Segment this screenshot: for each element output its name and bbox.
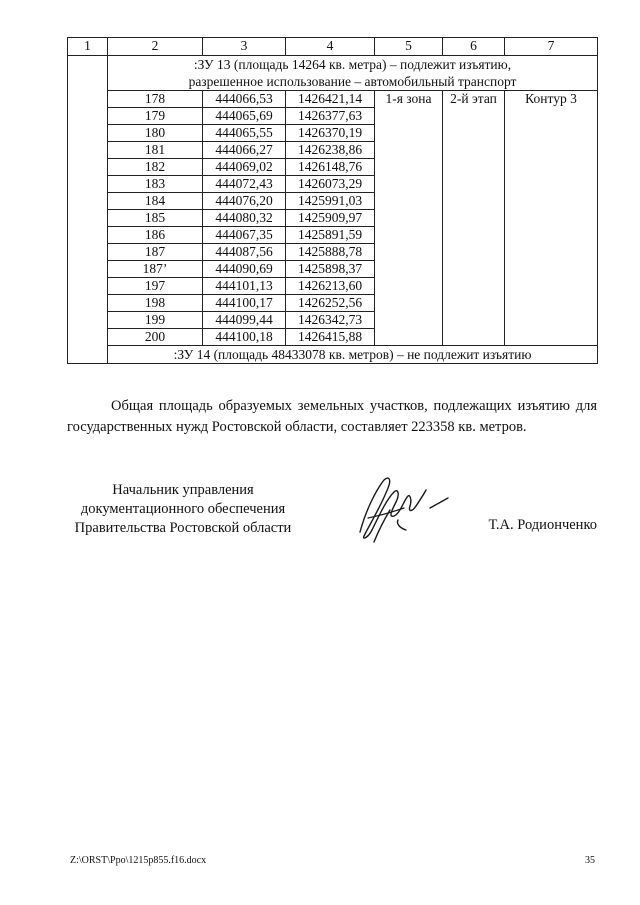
y-coordinate-cell: 1426342,73 [286,312,375,329]
point-number-cell: 199 [108,312,203,329]
point-number-cell: 186 [108,227,203,244]
section-13-caption-line2: разрешенное использование – автомобильный транспорт [188,74,517,89]
column-header-7: 7 [505,38,598,56]
point-number-cell: 187’ [108,261,203,278]
stage-cell: 2-й этап [443,91,505,346]
y-coordinate-cell: 1426370,19 [286,125,375,142]
point-number-cell: 179 [108,108,203,125]
y-coordinate-cell: 1426213,60 [286,278,375,295]
y-coordinate-cell: 1425891,59 [286,227,375,244]
signatory-name: Т.А. Родионченко [488,517,597,533]
total-area-paragraph: Общая площадь образуемых земельных участков, подлежащих изъятию для государственных нужд Ростовской области, составляет 223358 кв. метров. [67,398,597,435]
signatory-title-line3: Правительства Ростовской области [74,520,292,536]
point-number-cell: 185 [108,210,203,227]
x-coordinate-cell: 444090,69 [203,261,286,278]
x-coordinate-cell: 444072,43 [203,176,286,193]
point-number-cell: 198 [108,295,203,312]
y-coordinate-cell: 1426415,88 [286,329,375,346]
x-coordinate-cell: 444076,20 [203,193,286,210]
point-number-cell: 184 [108,193,203,210]
y-coordinate-cell: 1425898,37 [286,261,375,278]
coordinates-table [67,37,598,364]
x-coordinate-cell: 444065,55 [203,125,286,142]
column-header-5: 5 [375,38,443,56]
handwritten-signature [338,470,458,550]
section-13-caption-line1: :ЗУ 13 (площадь 14264 кв. метра) – подлежит изъятию, [193,57,512,72]
signatory-title-line2: документационного обеспечения [80,501,286,517]
y-coordinate-cell: 1425991,03 [286,193,375,210]
x-coordinate-cell: 444065,69 [203,108,286,125]
point-number-cell: 183 [108,176,203,193]
column-1-cell [68,56,108,364]
section-13-caption [108,56,598,91]
x-coordinate-cell: 444069,02 [203,159,286,176]
column-header-4: 4 [286,38,375,56]
point-number-cell: 182 [108,159,203,176]
point-number-cell: 187 [108,244,203,261]
column-header-6: 6 [443,38,505,56]
contour-cell: Контур 3 [505,91,598,346]
y-coordinate-cell: 1425888,78 [286,244,375,261]
y-coordinate-cell: 1426148,76 [286,159,375,176]
y-coordinate-cell: 1426377,63 [286,108,375,125]
column-header-3: 3 [203,38,286,56]
x-coordinate-cell: 444066,27 [203,142,286,159]
point-number-cell: 180 [108,125,203,142]
table-header-row [68,38,598,56]
y-coordinate-cell: 1426421,14 [286,91,375,108]
point-number-cell: 178 [108,91,203,108]
footer-page-number: 35 [585,855,595,866]
x-coordinate-cell: 444101,13 [203,278,286,295]
section-13-caption-row [68,56,598,91]
section-14-caption-row [68,346,598,364]
point-number-cell: 197 [108,278,203,295]
table-row [68,91,598,108]
y-coordinate-cell: 1426073,29 [286,176,375,193]
point-number-cell: 181 [108,142,203,159]
x-coordinate-cell: 444066,53 [203,91,286,108]
y-coordinate-cell: 1426252,56 [286,295,375,312]
footer-file-path: Z:\ORST\Ppo\1215p855.f16.docx [70,855,207,866]
signatory-title [67,481,299,538]
signatory-title-line1: Начальник управления [112,482,254,498]
x-coordinate-cell: 444100,17 [203,295,286,312]
y-coordinate-cell: 1425909,97 [286,210,375,227]
x-coordinate-cell: 444080,32 [203,210,286,227]
y-coordinate-cell: 1426238,86 [286,142,375,159]
x-coordinate-cell: 444099,44 [203,312,286,329]
column-header-2: 2 [108,38,203,56]
x-coordinate-cell: 444087,56 [203,244,286,261]
point-number-cell: 200 [108,329,203,346]
column-header-1: 1 [68,38,108,56]
section-14-caption: :ЗУ 14 (площадь 48433078 кв. метров) – не подлежит изъятию [108,346,598,364]
x-coordinate-cell: 444067,35 [203,227,286,244]
zone-cell: 1-я зона [375,91,443,346]
x-coordinate-cell: 444100,18 [203,329,286,346]
